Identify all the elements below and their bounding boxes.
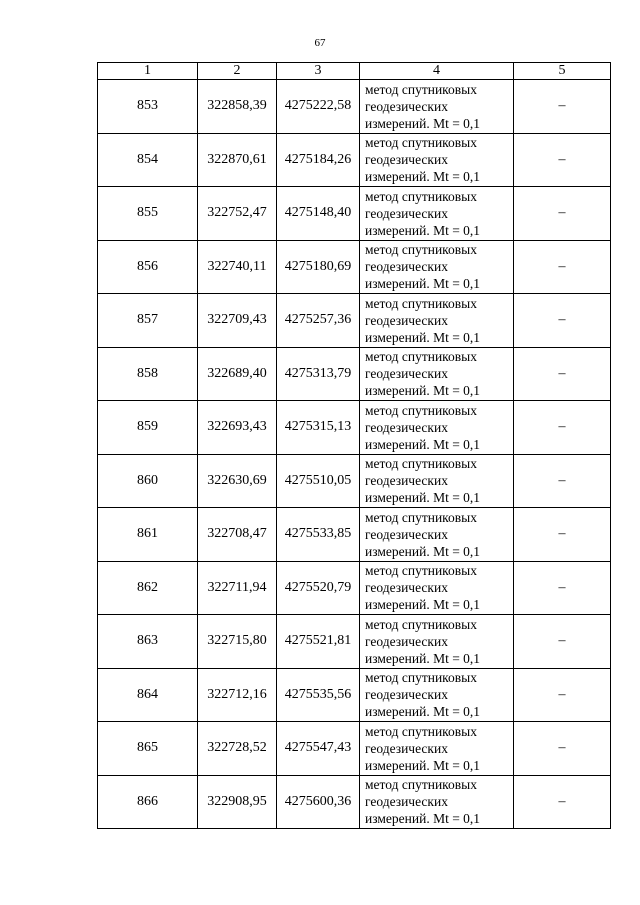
- y-coordinate-cell: 4275180,69: [277, 240, 360, 294]
- method-text-line: измерений. Mt = 0,1: [365, 222, 481, 238]
- y-coordinate-cell: 4275600,36: [277, 775, 360, 829]
- column-header-2: 2: [198, 63, 277, 80]
- point-number-cell: 860: [98, 454, 198, 508]
- point-number-cell: 865: [98, 722, 198, 776]
- x-coordinate-cell: 322693,43: [198, 401, 277, 455]
- method-text-line: метод спутниковых: [365, 616, 477, 632]
- note-cell: –: [514, 347, 611, 401]
- method-cell: [360, 294, 514, 348]
- y-coordinate-cell: 4275148,40: [277, 187, 360, 241]
- point-number-cell: 862: [98, 561, 198, 615]
- y-coordinate-cell: 4275184,26: [277, 133, 360, 187]
- method-text-line: метод спутниковых: [365, 135, 477, 151]
- method-text-line: метод спутниковых: [365, 670, 477, 686]
- x-coordinate-cell: 322712,16: [198, 668, 277, 722]
- y-coordinate-cell: 4275547,43: [277, 722, 360, 776]
- column-header-4: 4: [360, 63, 514, 80]
- method-text-line: метод спутниковых: [365, 81, 477, 97]
- table-body: [98, 80, 611, 829]
- column-header-5: 5: [514, 63, 611, 80]
- table-header-row: [98, 63, 611, 80]
- table-row: [98, 187, 611, 241]
- coordinates-table: [97, 62, 611, 829]
- y-coordinate-cell: 4275510,05: [277, 454, 360, 508]
- table-row: [98, 240, 611, 294]
- method-cell: [360, 561, 514, 615]
- method-cell: [360, 240, 514, 294]
- method-cell: [360, 347, 514, 401]
- x-coordinate-cell: 322858,39: [198, 80, 277, 134]
- point-number-cell: 859: [98, 401, 198, 455]
- method-cell: [360, 401, 514, 455]
- note-cell: –: [514, 775, 611, 829]
- method-text-line: геодезических: [365, 366, 448, 382]
- note-cell: –: [514, 133, 611, 187]
- note-cell: –: [514, 401, 611, 455]
- table-row: [98, 508, 611, 562]
- point-number-cell: 857: [98, 294, 198, 348]
- method-text-line: геодезических: [365, 633, 448, 649]
- x-coordinate-cell: 322870,61: [198, 133, 277, 187]
- x-coordinate-cell: 322711,94: [198, 561, 277, 615]
- method-cell: [360, 508, 514, 562]
- method-text-line: измерений. Mt = 0,1: [365, 169, 481, 185]
- method-text-line: измерений. Mt = 0,1: [365, 597, 481, 613]
- x-coordinate-cell: 322715,80: [198, 615, 277, 669]
- table-row: [98, 133, 611, 187]
- method-cell: [360, 775, 514, 829]
- x-coordinate-cell: 322752,47: [198, 187, 277, 241]
- point-number-cell: 861: [98, 508, 198, 562]
- x-coordinate-cell: 322708,47: [198, 508, 277, 562]
- method-text-line: метод спутниковых: [365, 402, 477, 418]
- method-text-line: геодезических: [365, 687, 448, 703]
- table-row: [98, 615, 611, 669]
- x-coordinate-cell: 322728,52: [198, 722, 277, 776]
- page-number: 67: [314, 37, 326, 49]
- method-text-line: измерений. Mt = 0,1: [365, 383, 481, 399]
- column-header-3: 3: [277, 63, 360, 80]
- method-text-line: измерений. Mt = 0,1: [365, 757, 481, 773]
- method-text-line: геодезических: [365, 794, 448, 810]
- table-row: [98, 401, 611, 455]
- note-cell: –: [514, 615, 611, 669]
- method-text-line: измерений. Mt = 0,1: [365, 436, 481, 452]
- note-cell: –: [514, 722, 611, 776]
- method-text-line: геодезических: [365, 312, 448, 328]
- point-number-cell: 854: [98, 133, 198, 187]
- table-row: [98, 80, 611, 134]
- method-text-line: измерений. Mt = 0,1: [365, 329, 481, 345]
- point-number-cell: 864: [98, 668, 198, 722]
- method-text-line: измерений. Mt = 0,1: [365, 490, 481, 506]
- x-coordinate-cell: 322908,95: [198, 775, 277, 829]
- method-text-line: геодезических: [365, 526, 448, 542]
- method-text-line: геодезических: [365, 152, 448, 168]
- point-number-cell: 858: [98, 347, 198, 401]
- method-cell: [360, 133, 514, 187]
- x-coordinate-cell: 322740,11: [198, 240, 277, 294]
- table-row: [98, 775, 611, 829]
- point-number-cell: 856: [98, 240, 198, 294]
- point-number-cell: 853: [98, 80, 198, 134]
- table-row: [98, 561, 611, 615]
- method-text-line: метод спутниковых: [365, 777, 477, 793]
- note-cell: –: [514, 240, 611, 294]
- method-text-line: геодезических: [365, 740, 448, 756]
- y-coordinate-cell: 4275315,13: [277, 401, 360, 455]
- method-text-line: геодезических: [365, 259, 448, 275]
- method-text-line: геодезических: [365, 98, 448, 114]
- y-coordinate-cell: 4275313,79: [277, 347, 360, 401]
- method-text-line: метод спутниковых: [365, 509, 477, 525]
- method-cell: [360, 668, 514, 722]
- method-cell: [360, 80, 514, 134]
- table-row: [98, 722, 611, 776]
- method-text-line: метод спутниковых: [365, 349, 477, 365]
- x-coordinate-cell: 322709,43: [198, 294, 277, 348]
- table-row: [98, 347, 611, 401]
- note-cell: –: [514, 80, 611, 134]
- point-number-cell: 866: [98, 775, 198, 829]
- y-coordinate-cell: 4275222,58: [277, 80, 360, 134]
- note-cell: –: [514, 294, 611, 348]
- y-coordinate-cell: 4275520,79: [277, 561, 360, 615]
- method-text-line: метод спутниковых: [365, 723, 477, 739]
- method-text-line: метод спутниковых: [365, 295, 477, 311]
- method-text-line: геодезических: [365, 205, 448, 221]
- table-row: [98, 454, 611, 508]
- method-text-line: измерений. Mt = 0,1: [365, 650, 481, 666]
- method-text-line: измерений. Mt = 0,1: [365, 811, 481, 827]
- x-coordinate-cell: 322630,69: [198, 454, 277, 508]
- point-number-cell: 863: [98, 615, 198, 669]
- table-row: [98, 294, 611, 348]
- method-cell: [360, 722, 514, 776]
- method-cell: [360, 187, 514, 241]
- note-cell: –: [514, 561, 611, 615]
- method-text-line: геодезических: [365, 473, 448, 489]
- method-text-line: геодезических: [365, 419, 448, 435]
- method-text-line: измерений. Mt = 0,1: [365, 276, 481, 292]
- note-cell: –: [514, 508, 611, 562]
- method-text-line: геодезических: [365, 580, 448, 596]
- note-cell: –: [514, 454, 611, 508]
- point-number-cell: 855: [98, 187, 198, 241]
- method-text-line: метод спутниковых: [365, 242, 477, 258]
- y-coordinate-cell: 4275535,56: [277, 668, 360, 722]
- method-text-line: измерений. Mt = 0,1: [365, 115, 481, 131]
- method-text-line: метод спутниковых: [365, 188, 477, 204]
- method-cell: [360, 454, 514, 508]
- y-coordinate-cell: 4275521,81: [277, 615, 360, 669]
- y-coordinate-cell: 4275533,85: [277, 508, 360, 562]
- method-text-line: метод спутниковых: [365, 563, 477, 579]
- method-text-line: измерений. Mt = 0,1: [365, 704, 481, 720]
- note-cell: –: [514, 187, 611, 241]
- method-text-line: измерений. Mt = 0,1: [365, 543, 481, 559]
- column-header-1: 1: [98, 63, 198, 80]
- method-cell: [360, 615, 514, 669]
- y-coordinate-cell: 4275257,36: [277, 294, 360, 348]
- method-text-line: метод спутниковых: [365, 456, 477, 472]
- table-row: [98, 668, 611, 722]
- x-coordinate-cell: 322689,40: [198, 347, 277, 401]
- note-cell: –: [514, 668, 611, 722]
